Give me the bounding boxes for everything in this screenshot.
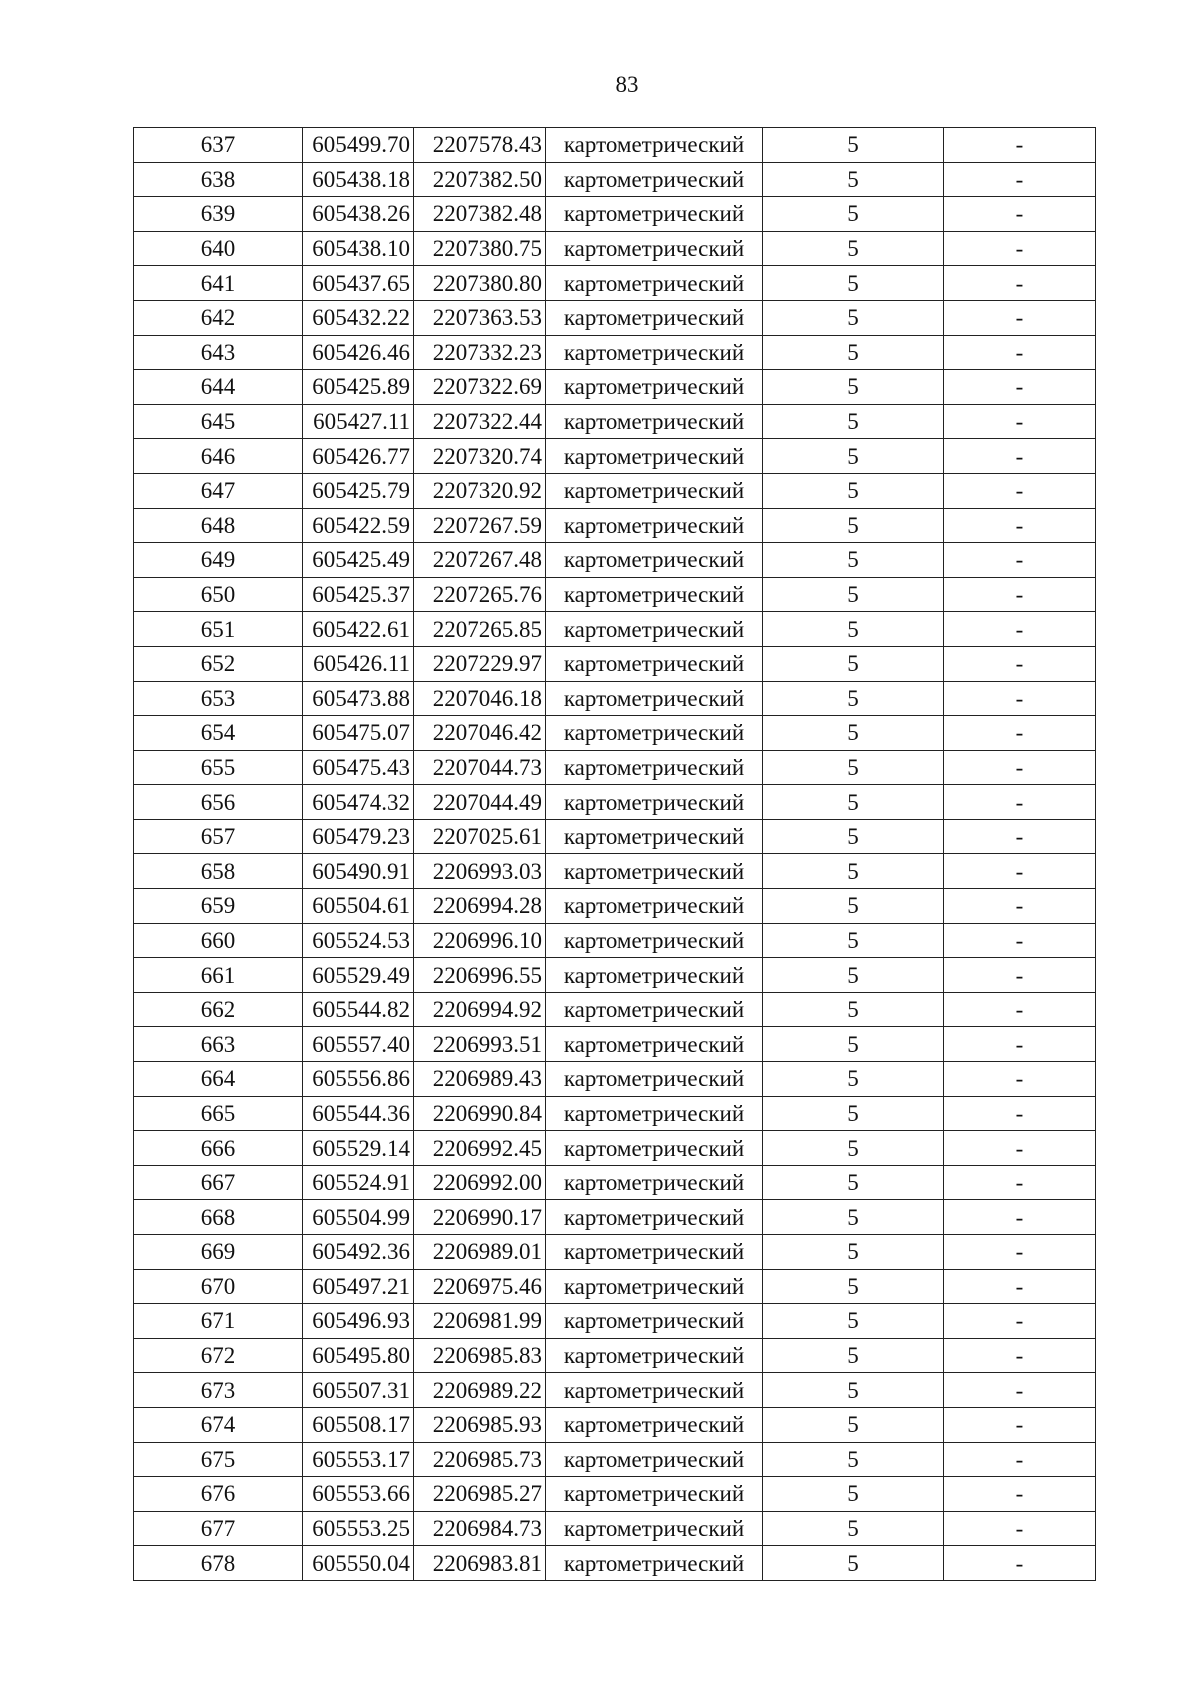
table-row xyxy=(134,1304,1096,1339)
accuracy-cell: 5 xyxy=(763,854,944,889)
method-cell: картометрический xyxy=(546,958,763,993)
point-number-cell: 643 xyxy=(134,335,303,370)
note-cell: - xyxy=(944,819,1096,854)
x-coordinate-cell: 605504.99 xyxy=(303,1200,414,1235)
accuracy-cell: 5 xyxy=(763,612,944,647)
table-row xyxy=(134,1511,1096,1546)
y-coordinate-cell: 2207578.43 xyxy=(414,128,546,163)
point-number-cell: 652 xyxy=(134,646,303,681)
table-row xyxy=(134,197,1096,232)
x-coordinate-cell: 605426.77 xyxy=(303,439,414,474)
note-cell: - xyxy=(944,992,1096,1027)
note-cell: - xyxy=(944,370,1096,405)
x-coordinate-cell: 605475.07 xyxy=(303,716,414,751)
table-row xyxy=(134,1235,1096,1270)
method-cell: картометрический xyxy=(546,1165,763,1200)
table-row xyxy=(134,1477,1096,1512)
method-cell: картометрический xyxy=(546,1200,763,1235)
point-number-cell: 638 xyxy=(134,162,303,197)
y-coordinate-cell: 2207363.53 xyxy=(414,300,546,335)
table-row xyxy=(134,1442,1096,1477)
y-coordinate-cell: 2206981.99 xyxy=(414,1304,546,1339)
y-coordinate-cell: 2206992.45 xyxy=(414,1131,546,1166)
accuracy-cell: 5 xyxy=(763,681,944,716)
y-coordinate-cell: 2207267.59 xyxy=(414,508,546,543)
note-cell: - xyxy=(944,854,1096,889)
y-coordinate-cell: 2207322.69 xyxy=(414,370,546,405)
table-row xyxy=(134,1546,1096,1581)
y-coordinate-cell: 2207265.76 xyxy=(414,577,546,612)
method-cell: картометрический xyxy=(546,1235,763,1270)
accuracy-cell: 5 xyxy=(763,1200,944,1235)
method-cell: картометрический xyxy=(546,1477,763,1512)
method-cell: картометрический xyxy=(546,1027,763,1062)
note-cell: - xyxy=(944,716,1096,751)
accuracy-cell: 5 xyxy=(763,923,944,958)
accuracy-cell: 5 xyxy=(763,1511,944,1546)
method-cell: картометрический xyxy=(546,716,763,751)
point-number-cell: 640 xyxy=(134,231,303,266)
x-coordinate-cell: 605425.37 xyxy=(303,577,414,612)
note-cell: - xyxy=(944,197,1096,232)
x-coordinate-cell: 605556.86 xyxy=(303,1062,414,1097)
method-cell: картометрический xyxy=(546,1511,763,1546)
accuracy-cell: 5 xyxy=(763,958,944,993)
note-cell: - xyxy=(944,958,1096,993)
method-cell: картометрический xyxy=(546,612,763,647)
note-cell: - xyxy=(944,162,1096,197)
point-number-cell: 650 xyxy=(134,577,303,612)
table-row xyxy=(134,508,1096,543)
table-row xyxy=(134,1131,1096,1166)
y-coordinate-cell: 2206993.51 xyxy=(414,1027,546,1062)
note-cell: - xyxy=(944,1269,1096,1304)
point-number-cell: 644 xyxy=(134,370,303,405)
x-coordinate-cell: 605475.43 xyxy=(303,750,414,785)
point-number-cell: 677 xyxy=(134,1511,303,1546)
method-cell: картометрический xyxy=(546,1442,763,1477)
method-cell: картометрический xyxy=(546,1304,763,1339)
method-cell: картометрический xyxy=(546,266,763,301)
x-coordinate-cell: 605529.49 xyxy=(303,958,414,993)
x-coordinate-cell: 605508.17 xyxy=(303,1407,414,1442)
table-row xyxy=(134,1407,1096,1442)
note-cell: - xyxy=(944,231,1096,266)
note-cell: - xyxy=(944,128,1096,163)
y-coordinate-cell: 2206985.27 xyxy=(414,1477,546,1512)
y-coordinate-cell: 2207320.92 xyxy=(414,473,546,508)
table-row xyxy=(134,300,1096,335)
accuracy-cell: 5 xyxy=(763,819,944,854)
table-row xyxy=(134,785,1096,820)
x-coordinate-cell: 605422.61 xyxy=(303,612,414,647)
table-row xyxy=(134,646,1096,681)
x-coordinate-cell: 605425.49 xyxy=(303,543,414,578)
y-coordinate-cell: 2206985.73 xyxy=(414,1442,546,1477)
table-row xyxy=(134,612,1096,647)
point-number-cell: 672 xyxy=(134,1338,303,1373)
table-row xyxy=(134,750,1096,785)
accuracy-cell: 5 xyxy=(763,577,944,612)
x-coordinate-cell: 605529.14 xyxy=(303,1131,414,1166)
note-cell: - xyxy=(944,612,1096,647)
note-cell: - xyxy=(944,508,1096,543)
table-row xyxy=(134,889,1096,924)
point-number-cell: 675 xyxy=(134,1442,303,1477)
point-number-cell: 655 xyxy=(134,750,303,785)
table-row xyxy=(134,992,1096,1027)
table-row xyxy=(134,958,1096,993)
method-cell: картометрический xyxy=(546,785,763,820)
y-coordinate-cell: 2206994.92 xyxy=(414,992,546,1027)
table-row xyxy=(134,162,1096,197)
x-coordinate-cell: 605497.21 xyxy=(303,1269,414,1304)
point-number-cell: 659 xyxy=(134,889,303,924)
method-cell: картометрический xyxy=(546,1338,763,1373)
x-coordinate-cell: 605553.17 xyxy=(303,1442,414,1477)
point-number-cell: 658 xyxy=(134,854,303,889)
x-coordinate-cell: 605524.91 xyxy=(303,1165,414,1200)
y-coordinate-cell: 2206994.28 xyxy=(414,889,546,924)
x-coordinate-cell: 605553.66 xyxy=(303,1477,414,1512)
note-cell: - xyxy=(944,923,1096,958)
note-cell: - xyxy=(944,1442,1096,1477)
method-cell: картометрический xyxy=(546,1096,763,1131)
y-coordinate-cell: 2206985.83 xyxy=(414,1338,546,1373)
method-cell: картометрический xyxy=(546,1062,763,1097)
x-coordinate-cell: 605544.82 xyxy=(303,992,414,1027)
table-row xyxy=(134,335,1096,370)
point-number-cell: 642 xyxy=(134,300,303,335)
method-cell: картометрический xyxy=(546,1546,763,1581)
table-row xyxy=(134,1269,1096,1304)
x-coordinate-cell: 605438.10 xyxy=(303,231,414,266)
y-coordinate-cell: 2206985.93 xyxy=(414,1407,546,1442)
table-row xyxy=(134,577,1096,612)
note-cell: - xyxy=(944,1200,1096,1235)
method-cell: картометрический xyxy=(546,300,763,335)
accuracy-cell: 5 xyxy=(763,1027,944,1062)
method-cell: картометрический xyxy=(546,889,763,924)
table-row xyxy=(134,819,1096,854)
note-cell: - xyxy=(944,1165,1096,1200)
method-cell: картометрический xyxy=(546,473,763,508)
table-row xyxy=(134,681,1096,716)
x-coordinate-cell: 605490.91 xyxy=(303,854,414,889)
method-cell: картометрический xyxy=(546,819,763,854)
table-row xyxy=(134,439,1096,474)
point-number-cell: 669 xyxy=(134,1235,303,1270)
point-number-cell: 665 xyxy=(134,1096,303,1131)
table-row xyxy=(134,473,1096,508)
y-coordinate-cell: 2206989.22 xyxy=(414,1373,546,1408)
x-coordinate-cell: 605426.46 xyxy=(303,335,414,370)
note-cell: - xyxy=(944,889,1096,924)
note-cell: - xyxy=(944,646,1096,681)
point-number-cell: 676 xyxy=(134,1477,303,1512)
y-coordinate-cell: 2207044.73 xyxy=(414,750,546,785)
method-cell: картометрический xyxy=(546,681,763,716)
accuracy-cell: 5 xyxy=(763,1165,944,1200)
y-coordinate-cell: 2206989.43 xyxy=(414,1062,546,1097)
accuracy-cell: 5 xyxy=(763,1477,944,1512)
y-coordinate-cell: 2207332.23 xyxy=(414,335,546,370)
x-coordinate-cell: 605422.59 xyxy=(303,508,414,543)
note-cell: - xyxy=(944,1373,1096,1408)
table-row xyxy=(134,1096,1096,1131)
table-row xyxy=(134,266,1096,301)
point-number-cell: 667 xyxy=(134,1165,303,1200)
method-cell: картометрический xyxy=(546,508,763,543)
method-cell: картометрический xyxy=(546,854,763,889)
table-row xyxy=(134,404,1096,439)
accuracy-cell: 5 xyxy=(763,508,944,543)
method-cell: картометрический xyxy=(546,1373,763,1408)
accuracy-cell: 5 xyxy=(763,716,944,751)
note-cell: - xyxy=(944,1062,1096,1097)
table-row xyxy=(134,1373,1096,1408)
point-number-cell: 661 xyxy=(134,958,303,993)
y-coordinate-cell: 2207322.44 xyxy=(414,404,546,439)
point-number-cell: 645 xyxy=(134,404,303,439)
accuracy-cell: 5 xyxy=(763,128,944,163)
x-coordinate-cell: 605473.88 xyxy=(303,681,414,716)
accuracy-cell: 5 xyxy=(763,750,944,785)
point-number-cell: 656 xyxy=(134,785,303,820)
point-number-cell: 660 xyxy=(134,923,303,958)
accuracy-cell: 5 xyxy=(763,439,944,474)
accuracy-cell: 5 xyxy=(763,543,944,578)
method-cell: картометрический xyxy=(546,750,763,785)
method-cell: картометрический xyxy=(546,439,763,474)
note-cell: - xyxy=(944,473,1096,508)
table-row xyxy=(134,370,1096,405)
point-number-cell: 654 xyxy=(134,716,303,751)
x-coordinate-cell: 605550.04 xyxy=(303,1546,414,1581)
method-cell: картометрический xyxy=(546,543,763,578)
y-coordinate-cell: 2207380.75 xyxy=(414,231,546,266)
y-coordinate-cell: 2206990.17 xyxy=(414,1200,546,1235)
note-cell: - xyxy=(944,439,1096,474)
note-cell: - xyxy=(944,785,1096,820)
point-number-cell: 666 xyxy=(134,1131,303,1166)
point-number-cell: 663 xyxy=(134,1027,303,1062)
method-cell: картометрический xyxy=(546,1407,763,1442)
table-row xyxy=(134,128,1096,163)
note-cell: - xyxy=(944,300,1096,335)
y-coordinate-cell: 2207382.48 xyxy=(414,197,546,232)
y-coordinate-cell: 2206983.81 xyxy=(414,1546,546,1581)
accuracy-cell: 5 xyxy=(763,300,944,335)
accuracy-cell: 5 xyxy=(763,1096,944,1131)
y-coordinate-cell: 2206975.46 xyxy=(414,1269,546,1304)
x-coordinate-cell: 605524.53 xyxy=(303,923,414,958)
page-number: 83 xyxy=(615,72,639,97)
table-row xyxy=(134,1165,1096,1200)
method-cell: картометрический xyxy=(546,335,763,370)
accuracy-cell: 5 xyxy=(763,1062,944,1097)
accuracy-cell: 5 xyxy=(763,473,944,508)
y-coordinate-cell: 2207044.49 xyxy=(414,785,546,820)
note-cell: - xyxy=(944,1477,1096,1512)
accuracy-cell: 5 xyxy=(763,992,944,1027)
note-cell: - xyxy=(944,1131,1096,1166)
table-row xyxy=(134,716,1096,751)
method-cell: картометрический xyxy=(546,197,763,232)
y-coordinate-cell: 2206993.03 xyxy=(414,854,546,889)
accuracy-cell: 5 xyxy=(763,404,944,439)
y-coordinate-cell: 2206990.84 xyxy=(414,1096,546,1131)
y-coordinate-cell: 2207382.50 xyxy=(414,162,546,197)
x-coordinate-cell: 605474.32 xyxy=(303,785,414,820)
table-row xyxy=(134,923,1096,958)
note-cell: - xyxy=(944,750,1096,785)
method-cell: картометрический xyxy=(546,162,763,197)
x-coordinate-cell: 605425.89 xyxy=(303,370,414,405)
y-coordinate-cell: 2206996.55 xyxy=(414,958,546,993)
note-cell: - xyxy=(944,1027,1096,1062)
point-number-cell: 641 xyxy=(134,266,303,301)
x-coordinate-cell: 605425.79 xyxy=(303,473,414,508)
point-number-cell: 671 xyxy=(134,1304,303,1339)
accuracy-cell: 5 xyxy=(763,162,944,197)
x-coordinate-cell: 605427.11 xyxy=(303,404,414,439)
table-row xyxy=(134,543,1096,578)
accuracy-cell: 5 xyxy=(763,370,944,405)
accuracy-cell: 5 xyxy=(763,197,944,232)
table-body xyxy=(134,128,1096,1581)
point-number-cell: 664 xyxy=(134,1062,303,1097)
y-coordinate-cell: 2206989.01 xyxy=(414,1235,546,1270)
point-number-cell: 662 xyxy=(134,992,303,1027)
method-cell: картометрический xyxy=(546,646,763,681)
y-coordinate-cell: 2207046.18 xyxy=(414,681,546,716)
point-number-cell: 646 xyxy=(134,439,303,474)
point-number-cell: 670 xyxy=(134,1269,303,1304)
accuracy-cell: 5 xyxy=(763,335,944,370)
method-cell: картометрический xyxy=(546,992,763,1027)
coordinates-table xyxy=(133,127,1096,1581)
accuracy-cell: 5 xyxy=(763,266,944,301)
accuracy-cell: 5 xyxy=(763,1442,944,1477)
accuracy-cell: 5 xyxy=(763,1235,944,1270)
y-coordinate-cell: 2207265.85 xyxy=(414,612,546,647)
y-coordinate-cell: 2207025.61 xyxy=(414,819,546,854)
point-number-cell: 668 xyxy=(134,1200,303,1235)
table-row xyxy=(134,1062,1096,1097)
note-cell: - xyxy=(944,335,1096,370)
method-cell: картометрический xyxy=(546,128,763,163)
method-cell: картометрический xyxy=(546,1131,763,1166)
method-cell: картометрический xyxy=(546,404,763,439)
y-coordinate-cell: 2207320.74 xyxy=(414,439,546,474)
point-number-cell: 647 xyxy=(134,473,303,508)
table-row xyxy=(134,1027,1096,1062)
note-cell: - xyxy=(944,1338,1096,1373)
x-coordinate-cell: 605495.80 xyxy=(303,1338,414,1373)
x-coordinate-cell: 605432.22 xyxy=(303,300,414,335)
note-cell: - xyxy=(944,1235,1096,1270)
x-coordinate-cell: 605557.40 xyxy=(303,1027,414,1062)
x-coordinate-cell: 605553.25 xyxy=(303,1511,414,1546)
accuracy-cell: 5 xyxy=(763,1546,944,1581)
x-coordinate-cell: 605438.18 xyxy=(303,162,414,197)
note-cell: - xyxy=(944,577,1096,612)
point-number-cell: 648 xyxy=(134,508,303,543)
table-row xyxy=(134,854,1096,889)
y-coordinate-cell: 2207267.48 xyxy=(414,543,546,578)
x-coordinate-cell: 605479.23 xyxy=(303,819,414,854)
method-cell: картометрический xyxy=(546,577,763,612)
note-cell: - xyxy=(944,1511,1096,1546)
accuracy-cell: 5 xyxy=(763,1131,944,1166)
note-cell: - xyxy=(944,543,1096,578)
note-cell: - xyxy=(944,1096,1096,1131)
accuracy-cell: 5 xyxy=(763,889,944,924)
method-cell: картометрический xyxy=(546,1269,763,1304)
method-cell: картометрический xyxy=(546,231,763,266)
accuracy-cell: 5 xyxy=(763,1269,944,1304)
note-cell: - xyxy=(944,266,1096,301)
method-cell: картометрический xyxy=(546,370,763,405)
x-coordinate-cell: 605544.36 xyxy=(303,1096,414,1131)
table-row xyxy=(134,1200,1096,1235)
x-coordinate-cell: 605492.36 xyxy=(303,1235,414,1270)
y-coordinate-cell: 2206992.00 xyxy=(414,1165,546,1200)
point-number-cell: 657 xyxy=(134,819,303,854)
point-number-cell: 678 xyxy=(134,1546,303,1581)
point-number-cell: 651 xyxy=(134,612,303,647)
point-number-cell: 673 xyxy=(134,1373,303,1408)
point-number-cell: 639 xyxy=(134,197,303,232)
accuracy-cell: 5 xyxy=(763,1373,944,1408)
x-coordinate-cell: 605426.11 xyxy=(303,646,414,681)
point-number-cell: 637 xyxy=(134,128,303,163)
accuracy-cell: 5 xyxy=(763,785,944,820)
table-row xyxy=(134,231,1096,266)
y-coordinate-cell: 2207229.97 xyxy=(414,646,546,681)
note-cell: - xyxy=(944,681,1096,716)
point-number-cell: 653 xyxy=(134,681,303,716)
note-cell: - xyxy=(944,1407,1096,1442)
method-cell: картометрический xyxy=(546,923,763,958)
note-cell: - xyxy=(944,1546,1096,1581)
y-coordinate-cell: 2207046.42 xyxy=(414,716,546,751)
x-coordinate-cell: 605507.31 xyxy=(303,1373,414,1408)
accuracy-cell: 5 xyxy=(763,1338,944,1373)
y-coordinate-cell: 2206996.10 xyxy=(414,923,546,958)
accuracy-cell: 5 xyxy=(763,1407,944,1442)
y-coordinate-cell: 2207380.80 xyxy=(414,266,546,301)
note-cell: - xyxy=(944,404,1096,439)
note-cell: - xyxy=(944,1304,1096,1339)
point-number-cell: 674 xyxy=(134,1407,303,1442)
x-coordinate-cell: 605437.65 xyxy=(303,266,414,301)
accuracy-cell: 5 xyxy=(763,646,944,681)
x-coordinate-cell: 605499.70 xyxy=(303,128,414,163)
point-number-cell: 649 xyxy=(134,543,303,578)
x-coordinate-cell: 605504.61 xyxy=(303,889,414,924)
table-row xyxy=(134,1338,1096,1373)
x-coordinate-cell: 605438.26 xyxy=(303,197,414,232)
x-coordinate-cell: 605496.93 xyxy=(303,1304,414,1339)
accuracy-cell: 5 xyxy=(763,231,944,266)
y-coordinate-cell: 2206984.73 xyxy=(414,1511,546,1546)
accuracy-cell: 5 xyxy=(763,1304,944,1339)
